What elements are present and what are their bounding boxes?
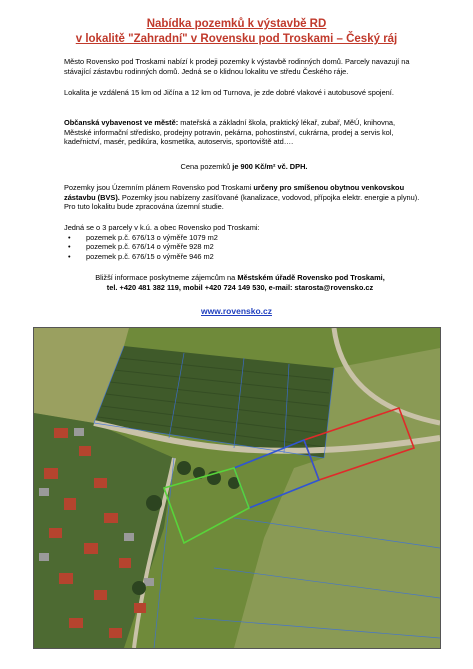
- price-prefix: Cena pozemků: [180, 162, 233, 171]
- list-item: • pozemek p.č. 676/13 o výměře 1079 m2: [64, 233, 424, 243]
- amenities-text: mateřská a základní škola, praktický lékař, zubař, MěÚ, knihovna, Městské informační středisko, prodejny potravin, pekárna, pohostinství, cukrárna, prodej a servis kol, kadeřnictví, masér, pedikúra, kosmetika, autoservis, sportoviště atd….: [64, 118, 396, 147]
- price-paragraph: [64, 162, 424, 172]
- amenities-label: Občanská vybavenost ve městě:: [64, 118, 179, 127]
- contact-paragraph: [40, 273, 440, 292]
- aerial-map-image: [34, 328, 440, 648]
- zoning-text-2: Pozemky jsou nabízeny zasíťované (kanalizace, vodovod, přípojka elektr. energie a plynu). Pro tuto lokalitu bude zpracována územní studie.: [64, 192, 420, 212]
- contact-prefix: Bližší informace poskytneme zájemcům na: [95, 273, 238, 282]
- price-value: je 900 Kč/m² vč. DPH.: [232, 162, 308, 171]
- parcels-section: [64, 223, 424, 261]
- website-link[interactable]: www.rovensko.cz: [200, 306, 272, 316]
- document-title-line-1: Nabídka pozemků k výstavbě RD: [146, 18, 327, 30]
- contact-line-2: tel. +420 481 382 119, mobil +420 724 149 530, e-mail: starosta@rovensko.cz: [106, 282, 374, 292]
- zoning-text-1: Pozemky jsou Územním plánem Rovensko pod Troskami: [64, 183, 254, 192]
- amenities-paragraph: [64, 118, 424, 147]
- document-title-line-2: v lokalitě "Zahradní" v Rovensku pod Troskami – Český ráj: [75, 33, 398, 45]
- website-link-wrapper: [0, 306, 473, 316]
- location-paragraph: Lokalita je vzdálená 15 km od Jičína a 12 km od Turnova, je zde dobré vlakové i autobusové spojení.: [64, 88, 394, 97]
- zoning-bold: určeny pro smíšenou obytnou venkovskou zástavbu (BVS).: [64, 183, 405, 202]
- list-item: • pozemek p.č. 676/14 o výměře 928 m2: [64, 242, 424, 252]
- list-item: • pozemek p.č. 676/15 o výměře 946 m2: [64, 252, 424, 262]
- parcels-list: [64, 233, 424, 262]
- aerial-map: [33, 327, 441, 649]
- contact-office: Městském úřadě Rovensko pod Troskami,: [237, 273, 385, 282]
- zoning-paragraph: [64, 183, 424, 212]
- parcels-intro: Jedná se o 3 parcely v k.ú. a obec Rovensko pod Troskami:: [64, 223, 260, 232]
- intro-paragraph: Město Rovensko pod Troskami nabízí k prodeji pozemky k výstavbě rodinných domů. Parcely navazují na stávající zástavbu rodinných domů. Jedná se o klidnou lokalitu ve středu Českého ráje.: [64, 57, 410, 76]
